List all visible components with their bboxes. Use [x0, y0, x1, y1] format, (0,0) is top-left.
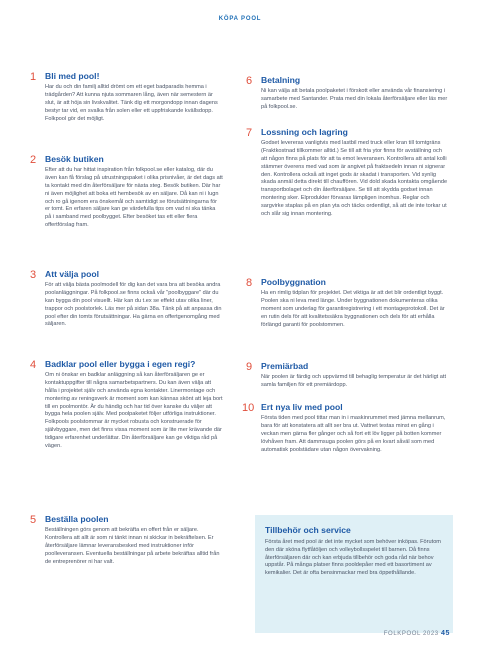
step-number: 4 — [30, 359, 37, 371]
step-body: Ha en rimlig tidplan för projektet. Det viktiga är att det blir ordentligt byggt. Poolen ska ni leva med länge. Under byggnationen dokumenteras olika moment som underlag för garantiregistrering i ett montageprotokoll. Det är en rutin dels för att kvalitetssäkra byggnationen och dels för att erhålla förlängd garanti för poolstommen. — [261, 290, 445, 328]
step-7 — [246, 128, 448, 218]
step-8 — [246, 278, 448, 329]
step-body: Första tiden med pool tittar man in i maskinrummet med jämna mellanrum, bara för att konstatera att allt ser bra ut. Vattnet testas minst en gång i veckan men gärna fler gånger och så fort ett löv ligger på botten kommer lövhåven fram. Att dammsuga poolen görs på en kvart såväl som med automatisk poolstädare utan någon övervakning. — [261, 415, 446, 453]
step-title: Att välja pool — [45, 269, 99, 279]
step-title: Beställa poolen — [45, 514, 109, 524]
step-title: Poolbyggnation — [261, 277, 326, 287]
page-number: 45 — [441, 630, 450, 637]
footer-label: FOLKPOOL 2023 — [383, 631, 439, 637]
step-body: Efter att du har hittat inspiration från folkpool.se eller katalog, där du även kan få förslag på utrustningspaket i olika prisnivåer, är det dags att ta kontakt med din återförsäljare för nästa steg. Besök butiken. Där har ni även möjlighet att boka ett hembesök av en säljare. Då kan ni i lugn och ro gå igenom era önskemål och samtidigt se förutsättningarna för er tomt. En erfaren säljare kan ge värdefulla tips om vad ni ska tänka på i samband med poolbygget. Efter besöket tas ett eller flera offertförslag fram. — [45, 167, 223, 229]
step-number: 9 — [246, 361, 253, 373]
step-9 — [246, 362, 448, 390]
step-title: Badklar pool eller bygga i egen regi? — [45, 359, 196, 369]
step-6 — [246, 76, 448, 112]
step-body: Om ni önskar en badklar anläggning så kan återförsäljaren ge er kontaktuppgifter till några samarbetspartners. Du kan även välja att hålla i projektet själv och använda egna kontakter. Linermontage och montering av reningsverk är moment som kan kännas skönt att leja bort till en poolmontör. Är du händig och har tid över kanske du väljer att bygga hela poolen själv. Med poolpaketet följer utförliga instruktioner. Folkpools poolstommar är mycket robusta och konstruerade för självbyggare, men det finns vissa moment som är lite mer krävande där tidigare erfarenhet underlättar. Din återförsäljare kan ge viktiga råd på vägen. — [45, 372, 223, 449]
step-title: Premiärbad — [261, 361, 309, 371]
step-2 — [30, 155, 223, 230]
step-number: 3 — [30, 269, 37, 281]
step-body: För att välja bästa poolmodell för dig kan det vara bra att besöka andra poolanläggningar. På folkpool.se finns också vår "poolbyggare" där du kan bygga din pool visuellt. Här kan du t.ex se effekt utav olika liner, trappor och poolstorlek. Läs mer på sidan 38a. Tänk på att anpassa din pool efter din tomts förutsättningar. Ha gärna en offertgenomgång med säljaren. — [45, 282, 222, 328]
page-footer — [384, 630, 450, 637]
step-1 — [30, 72, 223, 123]
step-title: Ert nya liv med pool — [261, 402, 343, 412]
step-number: 7 — [246, 127, 253, 139]
step-number: 6 — [246, 75, 253, 87]
step-number: 5 — [30, 514, 37, 526]
step-number: 10 — [242, 402, 255, 414]
section-header: KÖPA POOL — [218, 16, 262, 22]
step-body: Ni kan välja att betala poolpaketet i förskott eller använda vår finansiering i samarbete med Santander. Prata med din lokala återförsäljare eller läs mer på folkpool.se. — [261, 88, 448, 111]
step-4 — [30, 360, 223, 450]
step-number: 1 — [30, 71, 37, 83]
step-title: Betalning — [261, 75, 301, 85]
step-body: Godset levereras vanligtvis med lastbil med truck eller kran till tomtgräns (Fraktkostnad tillkommer alltid.) Se till att fria ytor finns för avställning och att någon finns på plats för att ta emot leveransen. Kontrollera att antal kolli stämmer överens med vad som är angivet på fraktsedeln innan ni signerar den. Kontrollera också att inget gods är skadat i transporten. Vid synlig skada anmäl detta direkt till chauffören. Vid dold skada kontakta omgående transportbolaget och din återförsäljare. Se till att skydda godset innan montering sker. Elprodukter förvaras lämpligen inomhus. Reglar och sargvirke staplas på en plan yta och täcks ordentligt, så att de inte torkar ut och slår sig innan montering. — [261, 140, 448, 217]
step-number: 2 — [30, 154, 37, 166]
step-5 — [30, 515, 223, 566]
step-3 — [30, 270, 223, 329]
service-box — [255, 515, 453, 633]
step-10 — [242, 402, 448, 454]
step-body: Beställningen görs genom att bekräfta en offert från er säljare. Kontrollera att allt är som ni tänkt innan ni skickar in bekräftelsen. Er återförsäljare lämnar leveransbesked med instruktioner inför poolleveransen. Eventuella beställningar på arbete bekräftas alltid från de entreprenörer ni har valt. — [45, 527, 220, 565]
step-title: Besök butiken — [45, 154, 104, 164]
step-title: Bli med pool! — [45, 71, 100, 81]
service-box-body: Första året med pool är det inte mycket som behöver inköpas. Förutom den där sköna flytfåtöljen och volleybollsspelet till barnen. Då finns återförsäljaren där och kan erbjuda tillbehör och goda råd när behov uppstår. På många platser finns pooldepåer med ett basortiment av kemikalier. Det är ofta bensinmackar med bra öppethållande. — [265, 539, 441, 577]
step-title: Lossning och lagring — [261, 127, 348, 137]
step-body: När poolen är färdig och uppvärmd till behaglig temperatur är det härligt att samla familjen för ett premiärdopp. — [261, 374, 447, 389]
service-box-title: Tillbehör och service — [265, 525, 351, 535]
step-body: Har du och din familj alltid drömt om ett eget badparadis hemma i trädgården? Att kunna njuta sommaren lång, även när semestern är slut, är att höja sin livskvalitet. Tänk dig ett morgondopp innan dagens bestyr tar vid, en svalka från solen eller ett uppfriskande kvällsdopp. Folkpool gör det möjligt. — [45, 84, 218, 122]
step-number: 8 — [246, 277, 253, 289]
